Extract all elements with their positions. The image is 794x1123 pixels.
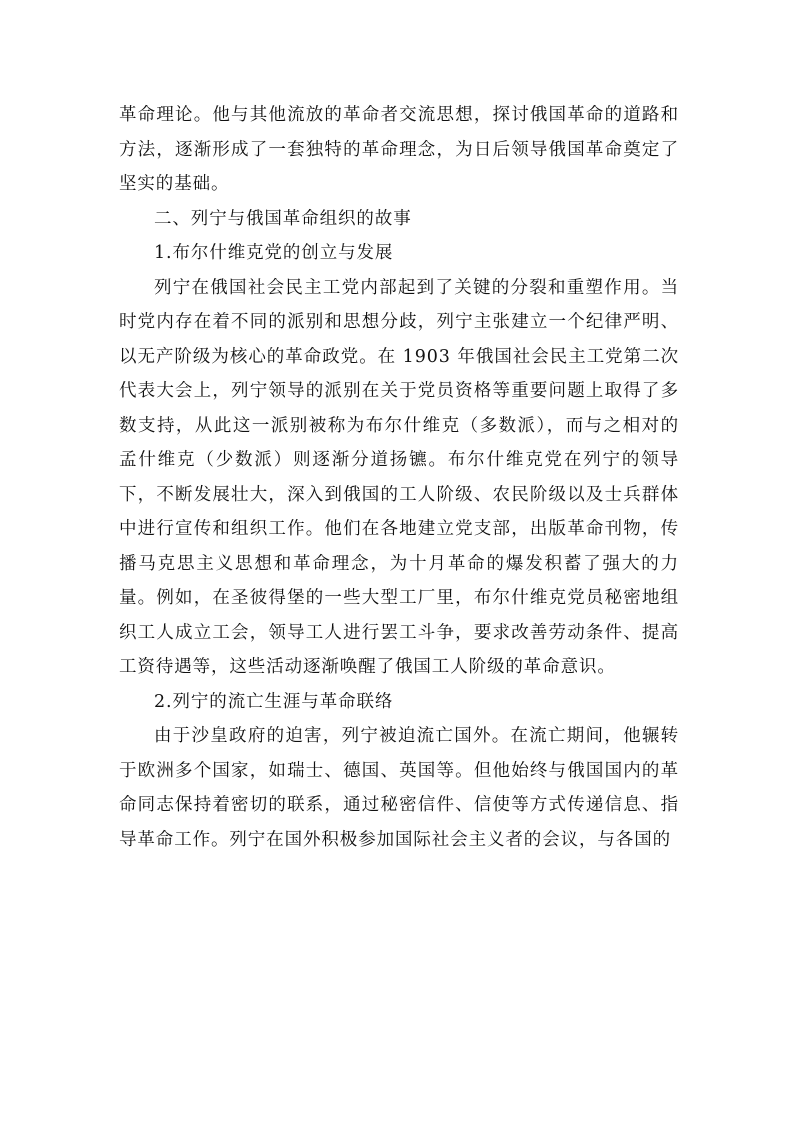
subsection-heading: 1.布尔什维克党的创立与发展	[154, 243, 394, 263]
paragraph-continuation: 革命理论。他与其他流放的革命者交流思想，探讨俄国革命的道路和方法，逐渐形成了一套独特的革命理念，为日后领导俄国革命奠定了坚实的基础。	[119, 105, 679, 194]
subsection-heading: 2.列宁的流亡生涯与革命联络	[154, 691, 394, 712]
document-body	[119, 98, 679, 857]
section-heading: 二、列宁与俄国革命组织的故事	[154, 208, 412, 229]
body-paragraph: 列宁在俄国社会民主工党内部起到了关键的分裂和重塑作用。当时党内存在着不同的派别和思想分歧，列宁主张建立一个纪律严明、以无产阶级为核心的革命政党。在 1903 年俄国社会民主工党第二次代表大会上，列宁领导的派别在关于党员资格等重要问题上取得了多数支持，从此这一派别被称为布尔什维克（多数派），而与之相对的孟什维克（少数派）则逐渐分道扬镳。布尔什维克党在列宁的领导下，不断发展壮大，深入到俄国的工人阶级、农民阶级以及士兵群体中进行宣传和组织工作。他们在各地建立党支部，出版革命刊物，传播马克思主义思想和革命理念，为十月革命的爆发积蓄了强大的力量。例如，在圣彼得堡的一些大型工厂里，布尔什维克党员秘密地组织工人成立工会，领导工人进行罢工斗争，要求改善劳动条件、提高工资待遇等，这些活动逐渐唤醒了俄国工人阶级的革命意识。	[119, 277, 679, 677]
body-paragraph: 由于沙皇政府的迫害，列宁被迫流亡国外。在流亡期间，他辗转于欧洲多个国家，如瑞士、德国、英国等。但他始终与俄国国内的革命同志保持着密切的联系，通过秘密信件、信使等方式传递信息、指导革命工作。列宁在国外积极参加国际社会主义者的会议，与各国的	[119, 726, 679, 850]
